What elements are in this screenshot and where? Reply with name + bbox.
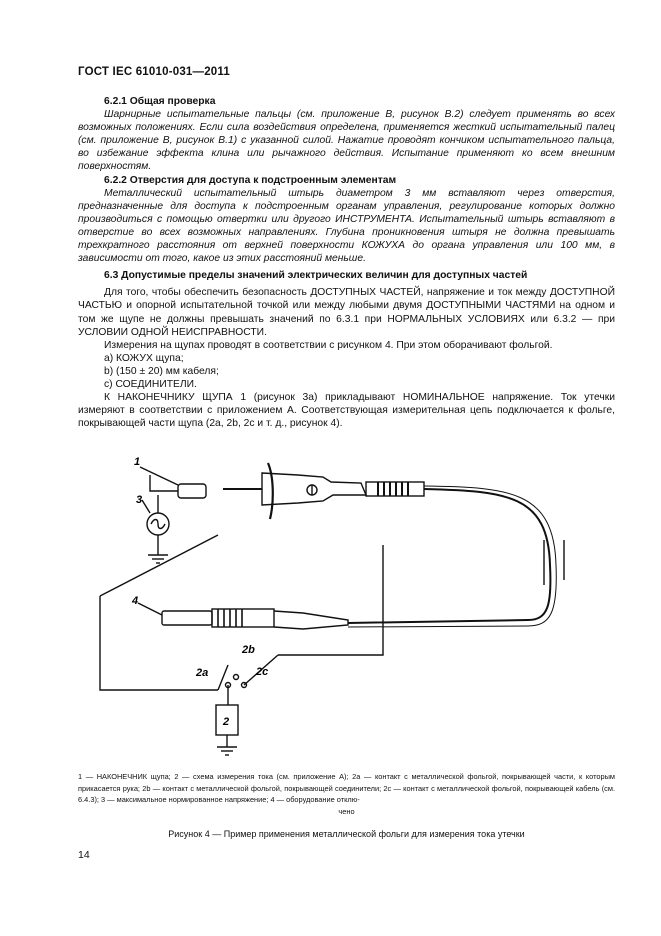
probe-upper-body bbox=[262, 473, 366, 505]
label-2b: 2b bbox=[242, 644, 255, 656]
probe-cable bbox=[348, 489, 550, 623]
probe-finger-guard bbox=[268, 463, 273, 519]
connector-plug bbox=[212, 609, 274, 627]
label-1: 1 bbox=[134, 456, 141, 468]
foil-link-2c bbox=[278, 545, 383, 655]
page-number: 14 bbox=[78, 849, 90, 861]
figure-caption bbox=[78, 771, 615, 817]
figure-4 bbox=[78, 455, 615, 765]
connector-body bbox=[162, 611, 212, 625]
caption-end: чено bbox=[338, 806, 355, 816]
probe-tip-foil bbox=[178, 484, 206, 498]
para-6-2-1: Шарнирные испытательные пальцы (см. приложение В, рисунок В.2) следует применять во всех возможных положениях. Если сила воздействия определена, применяется жесткий испытательный палец (см. приложение В, рисунок В.1) с указанной силой. Нажатие проводят кончиком испытательного пальца, во избежание эффекта клина или рычажного действия. Испытание применяют ко всем внешним поверхностям. bbox=[78, 109, 615, 173]
document-code: ГОСТ IEC 61010-031—2011 bbox=[78, 66, 230, 78]
label-2a: 2a bbox=[196, 667, 209, 679]
contact-2b bbox=[234, 675, 239, 680]
caption-text: 1 — НАКОНЕЧНИК щупа; 2 — схема измерения тока (см. приложение А); 2а — контакт с металлической фольгой, покрывающей части, к которым прикасается рука; 2b — контакт с металлической фольгой, покрывающей соединители; 2c — контакт с металлической фольгой, покрывающей кабель (см. 6.4.3); 3 — максимальное нормированное напряжение; 4 — оборудование отклю- bbox=[78, 772, 615, 804]
list-item-a: a) КОЖУХ щупа; bbox=[104, 352, 184, 364]
label-2: 2 bbox=[223, 716, 230, 728]
para-6-3-1: Для того, чтобы обеспечить безопасность ДОСТУПНЫХ ЧАСТЕЙ, напряжение и ток между ДОСТУПНОЙ ЧАСТЬЮ и опорной испытательной точкой или между любыми двумя ДОСТУПНЫМИ ЧАСТЯМИ на одном и том же щупе не должны превышать значений по 6.3.1 при НОРМАЛЬНЫХ УСЛОВИЯХ или 6.3.2 — при УСЛОВИИ ОДНОЙ НЕИСПРАВНОСТИ. bbox=[78, 287, 615, 338]
connector-sleeve bbox=[274, 611, 348, 629]
heading-6-2-2: 6.2.2 Отверстия для доступа к подстроенным элементам bbox=[104, 174, 397, 186]
foil-link-probe bbox=[100, 535, 218, 596]
para-6-2-2: Металлический испытательный штырь диаметром 3 мм вставляют через отверстия, предназначенные для доступа к подстроенным органам управления, регулирование которых должно производиться с помощью отвертки или другого ИНСТРУМЕНТА. Испытательный штырь вставляют в отверстие во всех возможных направлениях. Глубина проникновения штыря не должна превышать трехкратного расстояния от верхней поверхности КОЖУХА до органа управления или 100 мм, в зависимости от того, какое из этих расстояний меньше. bbox=[78, 187, 615, 265]
label-2c: 2c bbox=[256, 666, 269, 678]
label-3: 3 bbox=[136, 494, 143, 506]
heading-6-3: 6.3 Допустимые пределы значений электрических величин для доступных частей bbox=[104, 270, 528, 282]
list-item-b: b) (150 ± 20) мм кабеля; bbox=[104, 365, 219, 377]
figure-title: Рисунок 4 — Пример применения металлической фольги для измерения тока утечки bbox=[168, 829, 525, 839]
probe-cable-outer bbox=[348, 486, 556, 627]
heading-6-2-1: 6.2.1 Общая проверка bbox=[104, 96, 216, 107]
body-text bbox=[78, 95, 615, 430]
para-6-3-2: Измерения на щупах проводят в соответствии с рисунком 4. При этом оборачивают фольгой. bbox=[104, 339, 553, 351]
para-6-3-3: К НАКОНЕЧНИКУ ЩУПА 1 (рисунок 3а) прикладывают НОМИНАЛЬНОЕ напряжение. Ток утечки измеряют в соответствии с приложением А. Соответствующая измерительная цепь подключается к фольге, покрывающей части щупа (2а, 2b, 2c и т. д., рисунок 4). bbox=[78, 392, 615, 430]
label-4: 4 bbox=[132, 595, 139, 607]
figure-4-drawing bbox=[78, 455, 615, 765]
list-item-c: c) СОЕДИНИТЕЛИ. bbox=[104, 378, 197, 390]
